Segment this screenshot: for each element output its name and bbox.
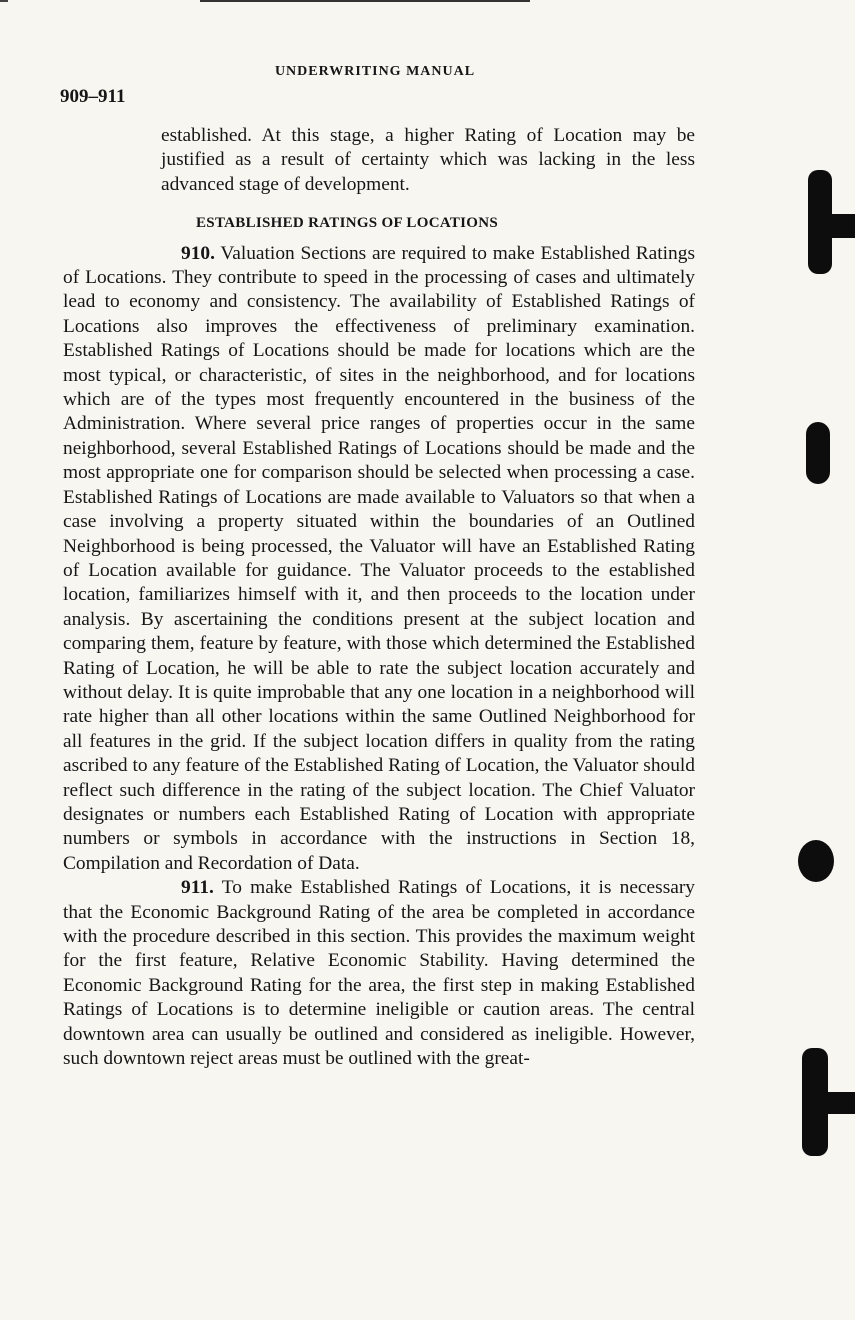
paragraph-911 [63, 876, 695, 1071]
binder-punch-hole [806, 422, 830, 484]
binder-punch-slot [820, 214, 855, 238]
section-heading: ESTABLISHED RATINGS OF LOCATIONS [196, 215, 499, 232]
section-range: 909–911 [60, 86, 126, 107]
binder-punch-hole [798, 840, 834, 882]
binder-punch-slot [820, 1092, 855, 1114]
paragraph-number: 910. [181, 242, 215, 264]
paragraph-text: Valuation Sections are required to make Established Ratings of Locations. They contribute to speed in the processing of cases and ultimately lead to economy and consistency. The availability of Established Ratings of Locations also improves the effectiveness of preliminary examination. Established Ratings of Locations should be made for locations which are the most typical, or characteristic, of sites in the neighborhood, and for locations which are of the types most frequently encountered in the business of the Administration. Where several price ranges of properties occur in the same neighborhood, several Established Ratings of Locations should be made and the most appropriate one for comparison should be selected when processing a case. Established Ratings of Locations are made available to Valuators so that when a case involving a property situated within the boundaries of an Outlined Neighborhood is being processed, the Valuator will have an Established Rating of Location available for guidance. The Valuator proceeds to the established location, familiarizes himself with it, and then proceeds to the location under analysis. By ascertaining the conditions present at the subject location and comparing them, feature by feature, with those which determined the Established Rating of Location, he will be able to rate the subject location accurately and without delay. It is quite improbable that any one location in a neighborhood will rate higher than all other locations within the same Outlined Neighborhood for all features in the grid. If the subject location differs in quality from the rating ascribed to any feature of the Established Rating of Location, the Valuator should reflect such difference in the rating of the subject location. The Chief Valuator designates or numbers each Established Rating of Location with appropriate numbers or symbols in accordance with the instructions in Section 18, Compilation and Recordation of Data. [63, 242, 695, 874]
paragraph-text: To make Established Ratings of Locations, it is necessary that the Economic Background Rating of the area be completed in accordance with the procedure described in this section. This provides the maximum weight for the first feature, Relative Economic Stability. Having determined the Economic Background Rating for the area, the first step in making Established Ratings of Locations is to determine ineligible or caution areas. The central downtown area can usually be outlined and considered as ineligible. However, such downtown reject areas must be outlined with the great- [63, 877, 695, 1070]
page-body [63, 124, 695, 1071]
paragraph-910 [63, 242, 695, 877]
intro-paragraph: established. At this stage, a higher Rating of Location may be justified as a result of certainty which was lacking in the less advanced stage of development. [161, 125, 695, 195]
scan-edge-mark [0, 0, 8, 2]
running-head: UNDERWRITING MANUAL [274, 64, 476, 79]
top-rule [200, 0, 530, 2]
paragraph-number: 911. [181, 877, 214, 899]
